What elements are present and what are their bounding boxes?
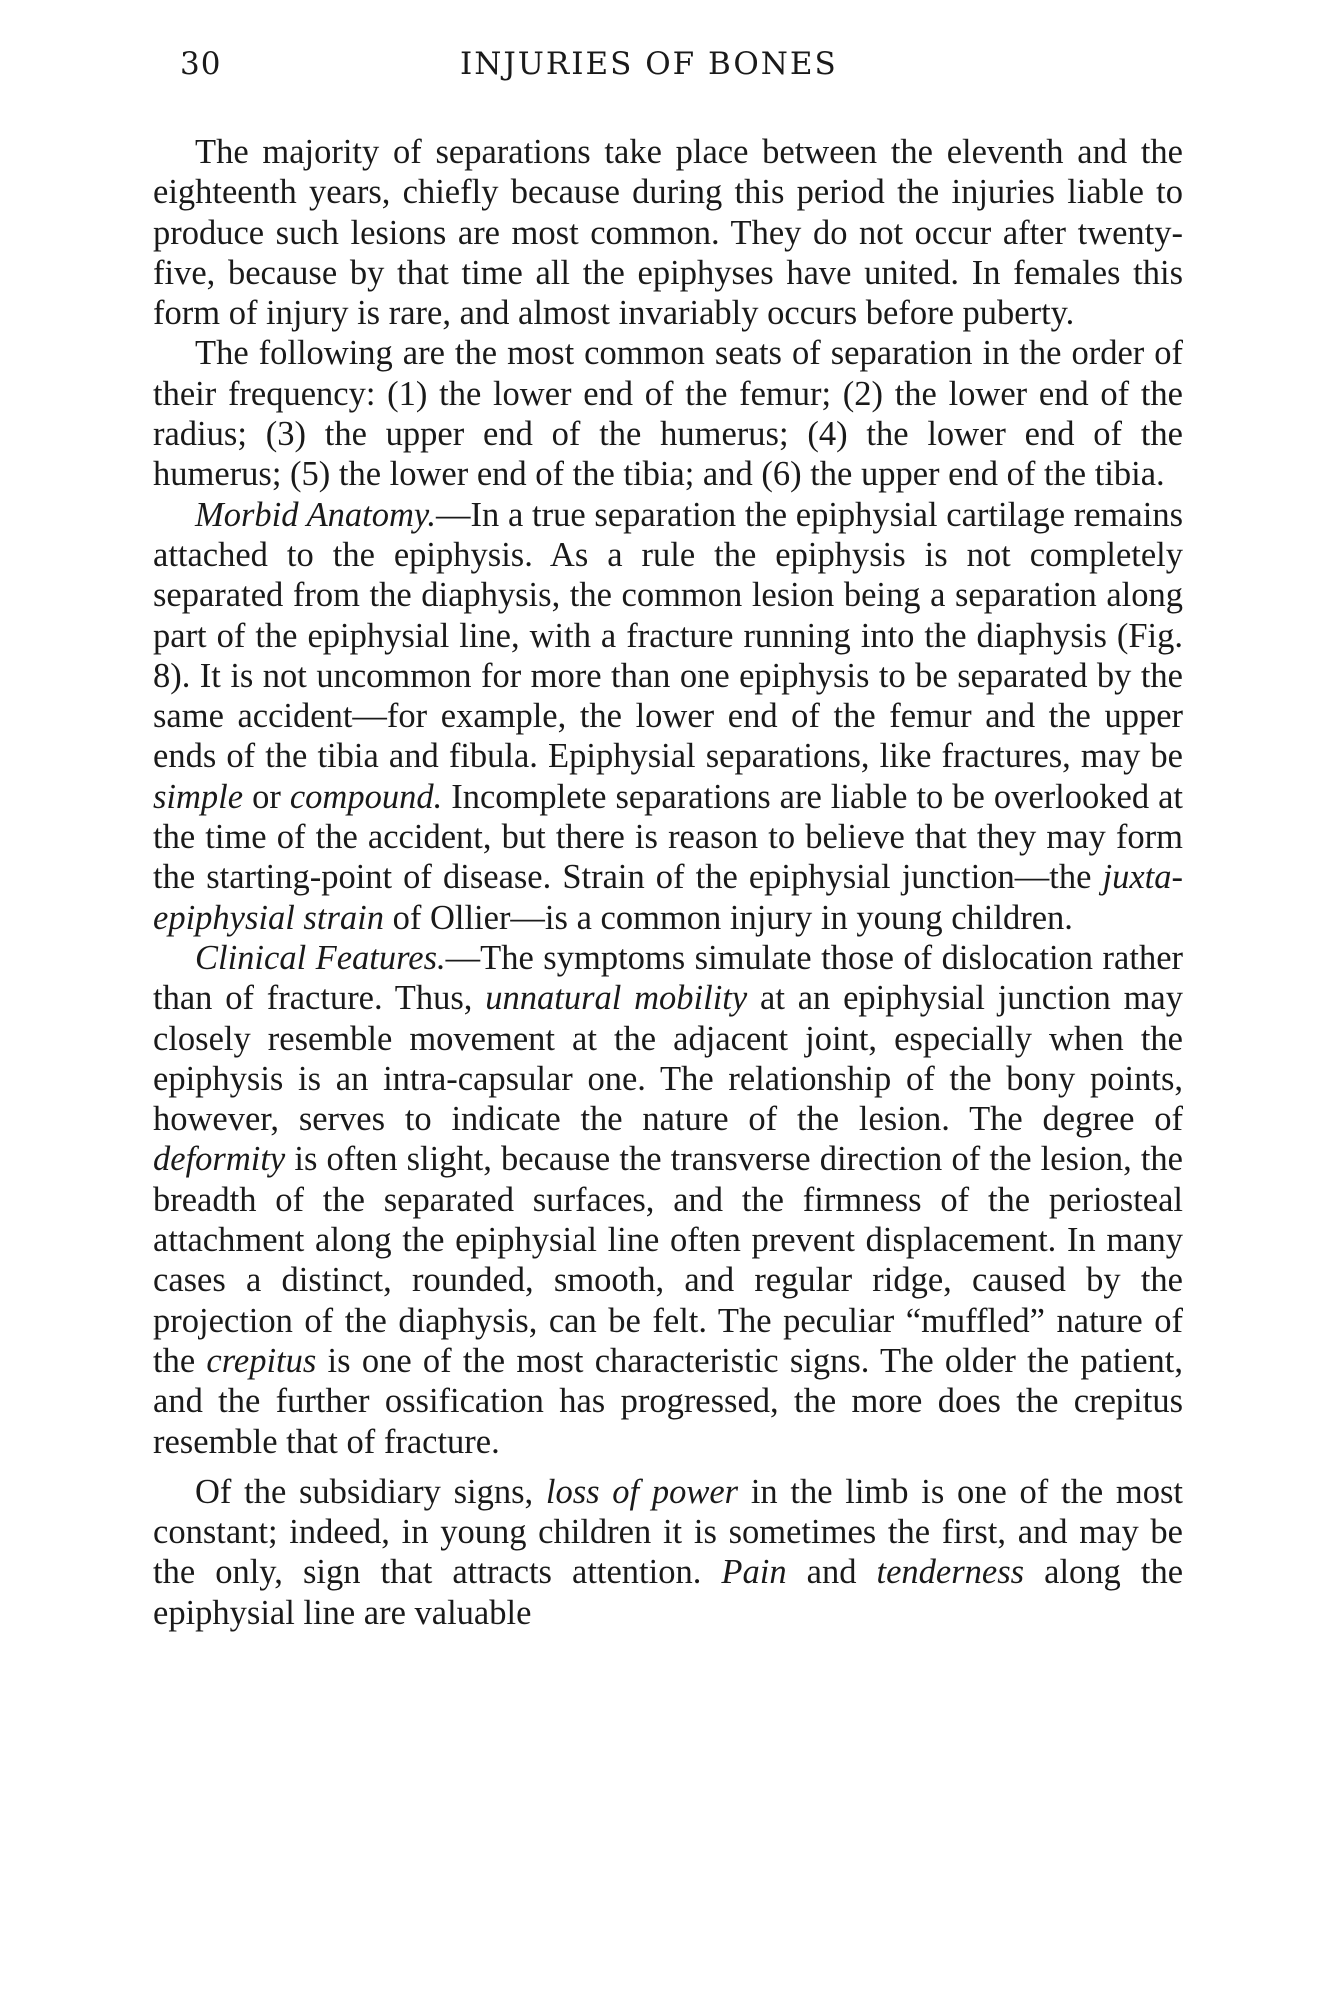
text-run: The majority of separations take place between the eleventh and the eighteenth years, chiefly because during this period the injuries liable to produce such lesions are most common. They do not occur after twenty-five, because by that time all the epiphyses have united. In females this form of injury is rare, and almost invariably occurs before puberty. — [153, 133, 1183, 333]
text-run: of Ollier—is a common injury in young children. — [383, 898, 1073, 937]
text-run: at an epiphysial junction may closely resemble movement at the adjacent joint, especially when the epiphysis is an intra-capsular one. The relationship of the bony points, however, serves to indicate the nature of the lesion. The degree of — [153, 979, 1183, 1139]
text-run: Of the subsidiary signs, — [195, 1472, 546, 1511]
text-run: along the epiphysial line are valuable — [153, 1553, 1184, 1632]
paragraph — [153, 132, 1183, 333]
body-text — [153, 132, 1183, 1633]
italic-run: tenderness — [876, 1553, 1025, 1592]
text-run: in the limb is one of the most constant; indeed, in young children it is sometimes the first, and may be the only, sign that attracts attention. — [153, 1472, 1183, 1592]
text-run: —The symptoms simulate those of dislocation rather than of fracture. Thus, — [153, 938, 1183, 1018]
italic-run: deformity — [153, 1140, 286, 1179]
italic-run: juxta-epiphysial strain — [153, 858, 1183, 937]
italic-run: Morbid Anatomy. — [195, 495, 436, 534]
text-run: Incomplete separations are liable to be overlooked at the time of the accident, but there is reason to believe that they may form the starting-point of disease. Strain of the epiphysial junction—the — [153, 777, 1183, 897]
italic-run: crepitus — [206, 1341, 317, 1380]
running-header — [180, 46, 1180, 96]
text-run: and — [786, 1553, 877, 1592]
italic-run: compound. — [289, 777, 443, 816]
paragraph — [153, 495, 1183, 938]
paragraph — [153, 1472, 1183, 1633]
text-run: or — [243, 777, 290, 816]
paragraph — [153, 938, 1183, 1462]
italic-run: Pain — [721, 1553, 787, 1592]
page-number: 30 — [180, 46, 222, 82]
text-run: is one of the most characteristic signs. The older the patient, and the further ossification has progressed, the more does the crepitus resemble that of fracture. — [153, 1341, 1183, 1461]
italic-run: Clinical Features. — [195, 938, 446, 977]
italic-run: simple — [153, 777, 244, 816]
text-run: —In a true separation the epiphysial cartilage remains attached to the epiphysis. As a rule the epiphysis is not completely separated from the diaphysis, the common lesion being a separation along part of the epiphysial line, with a fracture running into the diaphysis (Fig. 8). It is not uncommon for more than one epiphysis to be separated by the same accident—for example, the lower end of the femur and the upper ends of the tibia and fibula. Epiphysial separations, like fractures, may be — [153, 495, 1183, 776]
running-title: INJURIES OF BONES — [460, 46, 838, 82]
text-run: is often slight, because the transverse direction of the lesion, the breadth of the separated surfaces, and the firmness of the periosteal attachment along the epiphysial line often prevent displacement. In many cases a distinct, rounded, smooth, and regular ridge, caused by the projection of the diaphysis, can be felt. The peculiar “muffled” nature of the — [153, 1140, 1183, 1380]
italic-run: unnatural mobility — [485, 979, 748, 1018]
italic-run: loss of power — [545, 1472, 739, 1511]
paragraph — [153, 333, 1183, 494]
text-run: The following are the most common seats of separation in the order of their frequency: (1) the lower end of the femur; (2) the lower end of the radius; (3) the upper end of the humerus; (4) the lower end of the humerus; (5) the lower end of the tibia; and (6) the upper end of the tibia. — [153, 334, 1183, 494]
